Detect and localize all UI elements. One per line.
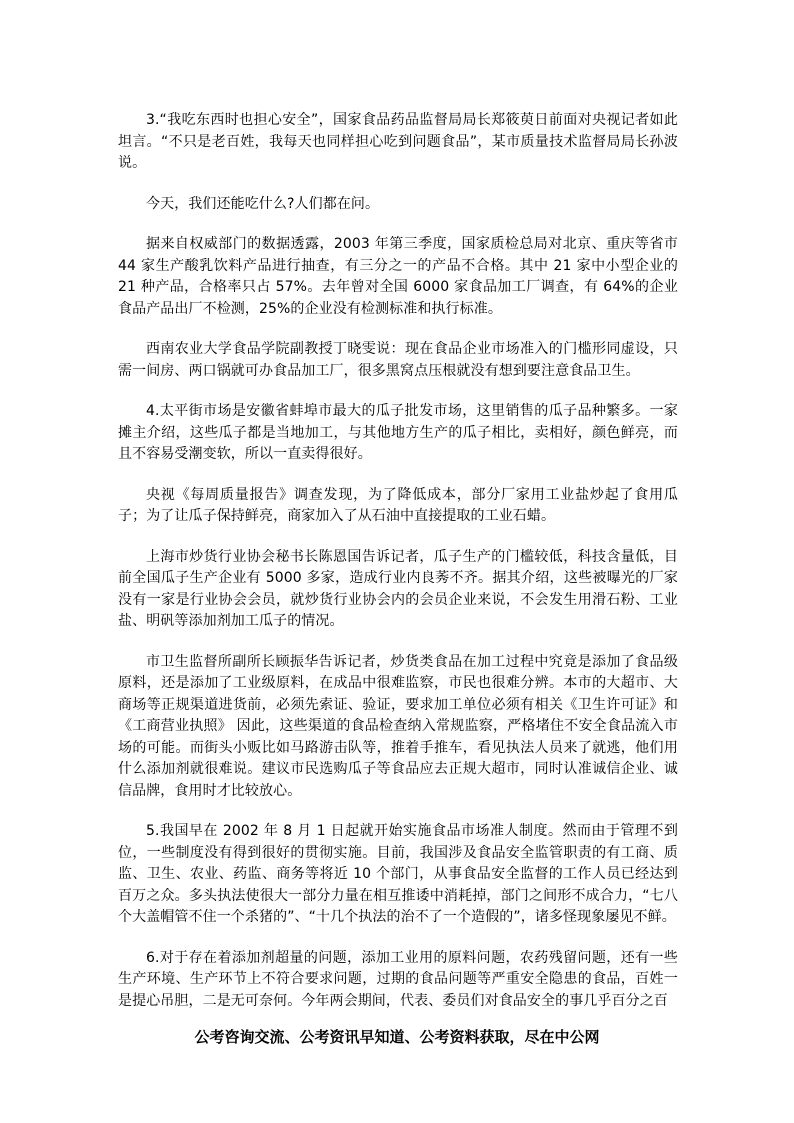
paragraph-cctv-report: 央视《每周质量报告》调查发现，为了降低成本，部分厂家用工业盐炒起了食用瓜子；为了让瓜子保持鲜亮，商家加入了从石油中直接提取的工业石蜡。 <box>118 486 678 524</box>
paragraph-4-market: 4.太平街市场是安徽省蚌埠市最大的瓜子批发市场，这里销售的瓜子品种繁多。一家摊主介绍，这些瓜子都是当地加工，与其他地方生产的瓜子相比，卖相好，颜色鲜亮，而且不容易受潮变软，所以一直卖得很好。 <box>118 403 678 462</box>
paragraph-health-supervision: 市卫生监督所副所长顾振华告诉记者，炒货类食品在加工过程中究竟是添加了食品级原料，还是添加了工业级原料，在成品中很难监察，市民也很难分辨。本市的大超市、大商场等正规渠道进货前，必须先索证、验证，要求加工单位必须有相关《卫生许可证》和《工商营业执照》 因此，这些渠道的食品检查纳入常规监察，严格堵住不安全食品流入市场的可能。而街头小贩比如马路游击队等，推着手推车，看见执法人员来了就逃，他们用什么添加剂就很难说。建议市民选购瓜子等食品应去正规大超市，同时认准诚信企业、诚信品牌，食用时才比较放心。 <box>118 653 678 799</box>
paragraph-professor-quote: 西南农业大学食品学院副教授丁晓雯说：现在食品企业市场准入的门槛形同虚设，只需一间房、两口锅就可办食品加工厂，很多黑窝点压根就没有想到要注意食品卫生。 <box>118 341 678 379</box>
paragraph-question: 今天，我们还能吃什么?人们都在问。 <box>146 195 380 212</box>
paragraph-3-intro: 3.“我吃东西时也担心安全”，国家食品药品监督局局长郑筱萸日前面对央视记者如此坦言。“不只是老百姓，我每天也同样担心吃到问题食品”，某市质量技术监督局局长孙波说。 <box>118 112 678 171</box>
paragraph-association: 上海市炒货行业协会秘书长陈恩国告诉记者，瓜子生产的门槛较低，科技含量低，目前全国瓜子生产企业有 5000 多家，造成行业内良莠不齐。据其介绍，这些被曝光的厂家没有一家是行业协会会员，就炒货行业协会内的会员企业来说，不会发生用滑石粉、工业盐、明矾等添加剂加工瓜子的情况。 <box>118 548 678 629</box>
paragraph-statistics: 据来自权威部门的数据透露，2003 年第三季度，国家质检总局对北京、重庆等省市 44 家生产酸乳饮料产品进行抽查，有三分之一的产品不合格。其中 21 家中小型企业的 21 种产品，合格率只占 57%。去年曾对全国 6000 家食品加工厂调查，有 64%的企业食品产品出厂不检测，25%的企业没有检测标准和执行标准。 <box>118 236 678 317</box>
paragraph-5-regulation: 5.我国早在 2002 年 8 月 1 日起就开始实施食品市场准人制度。然而由于管理不到位，一些制度没有得到很好的贯彻实施。目前，我国涉及食品安全监管职责的有工商、质监、卫生、农业、药监、商务等将近 10 个部门，从事食品安全监督的工作人员已经达到百万之众。多头执法使很大一部分力量在相互推诿中消耗掉，部门之间形不成合力，“七八个大盖帽管不住一个杀猪的”、“十几个执法的治不了一个造假的”，诸多怪现象屡见不鲜。 <box>118 823 678 925</box>
page-footer: 公考咨询交流、公考资讯早知道、公考资料获取，尽在中公网 <box>194 1028 600 1046</box>
document-body <box>118 110 678 1031</box>
paragraph-6-additives: 6.对于存在着添加剂超量的问题，添加工业用的原料问题，农药残留问题，还有一些生产环境、生产环节上不符合要求问题，过期的食品问题等严重安全隐患的食品，百姓一是提心吊胆，二是无可奈何。今年两会期间，代表、委员们对食品安全的事几乎百分之百 <box>118 949 678 1009</box>
